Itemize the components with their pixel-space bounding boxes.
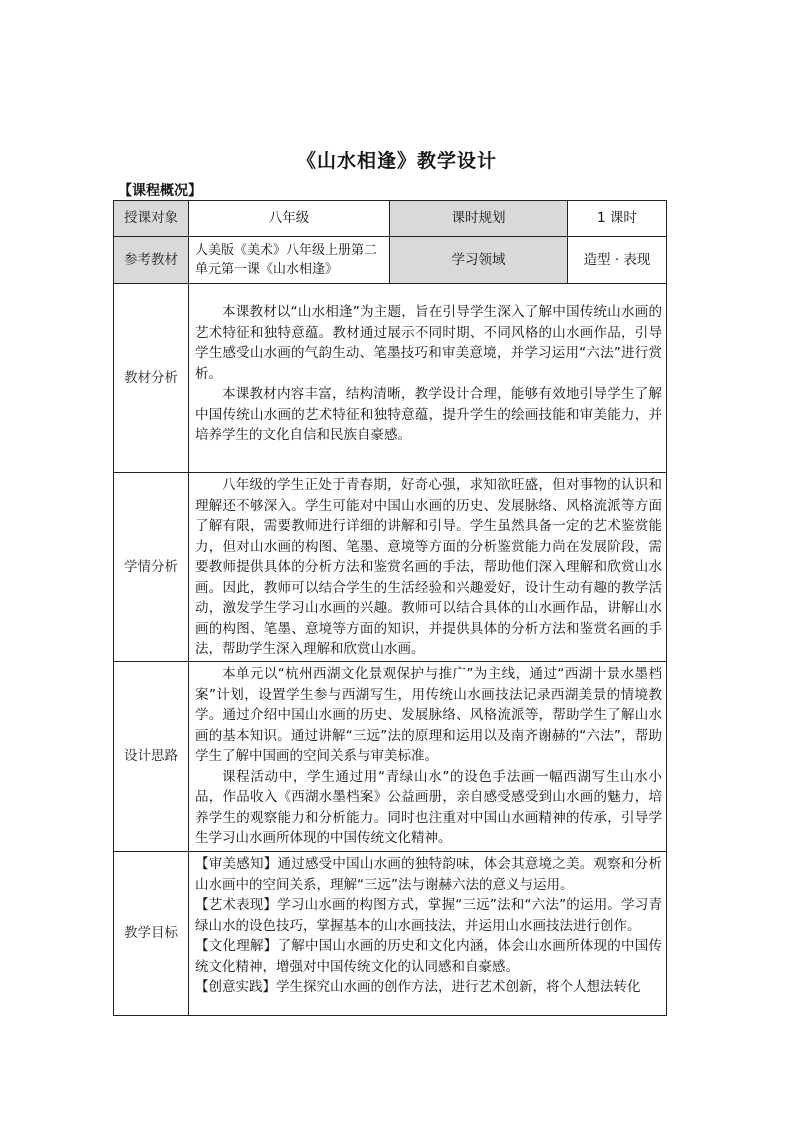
teaching-goals-clip (195, 854, 662, 1014)
row-label-design-idea: 设计思路 (114, 662, 189, 852)
paragraph: 本课教材以“山水相逢”为主题，旨在引导学生深入了解中国传统山水画的艺术特征和独特意蕴。教材通过展示不同时期、不同风格的山水画作品，引导学生感受山水画的气韵生动、笔墨技巧和审美意境，并学习运用“六法”进行赏析。 (195, 304, 662, 382)
row-label-student-analysis: 学情分析 (114, 473, 189, 662)
hours-value: 1 课时 (568, 201, 667, 237)
paragraph: 本课教材内容丰富，结构清晰，教学设计合理，能够有效地引导学生了解中国传统山水画的艺术特征和独特意蕴，提升学生的绘画技能和审美能力，并培养学生的文化自信和民族自豪感。 (195, 386, 662, 443)
textbook-label: 参考教材 (114, 237, 189, 284)
table-row (114, 201, 667, 237)
row-label-material-analysis: 教材分析 (114, 284, 189, 473)
row-label-teaching-goals: 教学目标 (114, 852, 189, 1016)
goal-culture: 【文化理解】了解中国山水画的历史和文化内涵，体会山水画所体现的中国传统文化精神，增强对中国传统文化的认同感和自豪感。 (195, 938, 662, 975)
goal-expression: 【艺术表现】学习山水画的构图方式，掌握“三远”法和“六法”的运用。学习青绿山水的设色技巧，掌握基本的山水画技法，并运用山水画技法进行创作。 (195, 897, 662, 934)
course-overview-table (113, 200, 667, 1016)
goal-creative: 【创意实践】学生探究山水画的创作方法，进行艺术创新，将个人想法转化 (195, 979, 641, 995)
paragraph: 课程活动中，学生通过用“青绿山水”的设色手法画一幅西湖写生山水小品，作品收入《西湖水墨档案》公益画册，亲自感受感受到山水画的魅力，培养学生的观察能力和分析能力。同时也注重对中国山水画精神的传承，引导学生学习山水画所体现的中国传统文化精神。 (195, 768, 662, 846)
paragraph: 本单元以“杭州西湖文化景观保护与推广”为主线，通过“西湖十景水墨档案”计划，设置学生参与西湖写生，用传统山水画技法记录西湖美景的情境教学。通过介绍中国山水画的历史、发展脉络、风格流派等，帮助学生了解山水画的基本知识。通过讲解“三远”法的原理和运用以及南齐谢赫的“六法”，帮助学生了解中国画的空间关系与审美标准。 (195, 666, 662, 764)
paragraph: 八年级的学生正处于青春期，好奇心强，求知欲旺盛，但对事物的认识和理解还不够深入。学生可能对中国山水画的历史、发展脉络、风格流派等方面了解有限，需要教师进行详细的讲解和引导。学生虽然具备一定的艺术鉴赏能力，但对山水画的构图、笔墨、意境等方面的分析鉴赏能力尚在发展阶段，需要教师提供具体的分析方法和鉴赏名画的手法，帮助他们深入理解和欣赏山水画。因此，教师可以结合学生的生活经验和兴趣爱好，设计生动有趣的教学活动，激发学生学习山水画的兴趣。教师可以结合具体的山水画作品，讲解山水画的构图、笔墨、意境等方面的知识，并提供具体的分析方法和鉴赏名画的手法，帮助学生深入理解和欣赏山水画。 (195, 477, 662, 657)
grade-value: 八年级 (189, 201, 390, 237)
table-row (114, 237, 667, 284)
domain-label: 学习领域 (390, 237, 568, 284)
section-heading: 【课程概况】 (118, 183, 202, 199)
design-idea-content (189, 662, 667, 852)
grade-label: 授课对象 (114, 201, 189, 237)
table-row (114, 284, 667, 473)
domain-value: 造型 · 表现 (568, 237, 667, 284)
table-row (114, 852, 667, 1016)
student-analysis-content (189, 473, 667, 662)
textbook-value: 人美版《美术》八年级上册第二单元第一课《山水相逢》 (189, 237, 390, 284)
table-row (114, 473, 667, 662)
teaching-goals-content (189, 852, 667, 1016)
material-analysis-content (189, 284, 667, 473)
hours-label: 课时规划 (390, 201, 568, 237)
goal-aesthetic: 【审美感知】通过感受中国山水画的独特韵味，体会其意境之美。观察和分析山水画中的空间关系，理解“三远”法与谢赫六法的意义与运用。 (195, 856, 662, 893)
page-title: 《山水相逢》教学设计 (296, 150, 497, 172)
table-row (114, 662, 667, 852)
